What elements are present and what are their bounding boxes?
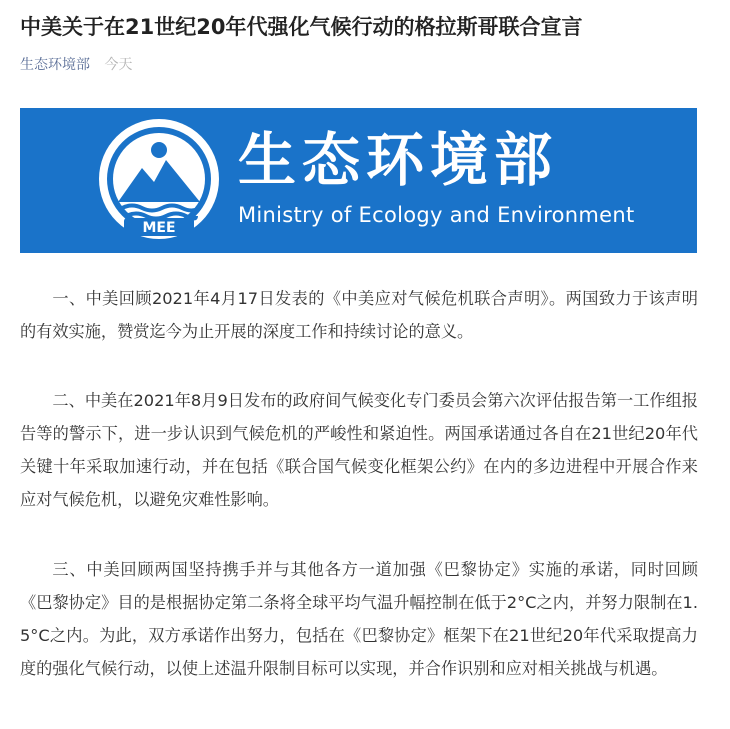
ministry-name-en: Ministry of Ecology and Environment: [238, 203, 635, 227]
paragraph-3: 三、中美回顾两国坚持携手并与其他各方一道加强《巴黎协定》实施的承诺，同时回顾《巴黎协定》目的是根据协定第二条将全球平均气温升幅控制在低于2°C之内，并努力限制在1.5°C之内。为此，双方承诺作出努力，包括在《巴黎协定》框架下在21世纪20年代采取提高力度的强化气候行动，以使上述温升限制目标可以实现，并合作识别和应对相关挑战与机遇。: [20, 560, 698, 678]
article-meta: [20, 55, 132, 75]
publish-date: 今天: [104, 57, 133, 73]
ministry-banner-image: [20, 108, 697, 253]
account-name-link[interactable]: 生态环境部: [20, 57, 90, 73]
article-title: 中美关于在21世纪20年代强化气候行动的格拉斯哥联合宣言: [20, 15, 583, 39]
paragraph-1: 一、中美回顾2021年4月17日发表的《中美应对气候危机联合声明》。两国致力于该声明的有效实施，赞赏迄今为止开展的深度工作和持续讨论的意义。: [20, 289, 698, 341]
paragraph-2: 二、中美在2021年8月9日发布的政府间气候变化专门委员会第六次评估报告第一工作组报告等的警示下，进一步认识到气候危机的严峻性和紧迫性。两国承诺通过各自在21世纪20年代关键十年采取加速行动，并在包括《联合国气候变化框架公约》在内的多边进程中开展合作来应对气候危机，以避免灾难性影响。: [20, 391, 698, 509]
mee-emblem-icon: [96, 116, 222, 242]
mee-logo-text: MEE: [142, 220, 176, 236]
ministry-name-cn: 生态环境部: [238, 126, 559, 194]
